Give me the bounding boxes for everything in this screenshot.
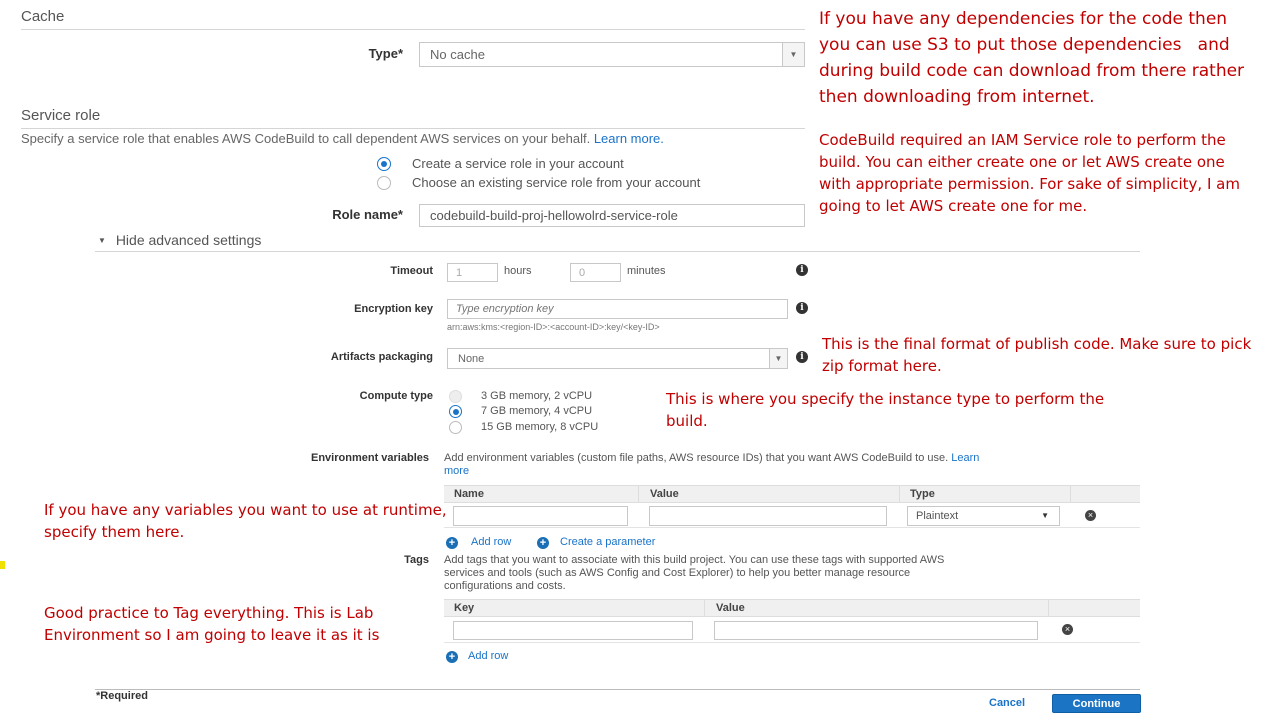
compute-option-large: 15 GB memory, 8 vCPU (481, 421, 599, 433)
tags-description: Add tags that you want to associate with this build project. You can use these tags with supported AWS services and tools (such as AWS Config and Cost Explorer) to help you better manage resource configurations and costs. (444, 554, 945, 592)
chevron-down-icon: ▼ (782, 43, 804, 66)
s3-dependencies-note: If you have any dependencies for the code then you can use S3 to put those dependencies and during build code can download from there rather then downloading from internet. (819, 9, 1245, 107)
env-learn-more-link[interactable]: Learn (951, 452, 980, 464)
compute-option-small: 3 GB memory, 2 vCPU (481, 390, 593, 402)
tags-table-header (444, 599, 1140, 617)
timeout-hours-input[interactable]: 1 (447, 263, 498, 282)
add-row-icon[interactable]: + (446, 651, 458, 663)
service-role-divider (21, 128, 805, 129)
learn-more-link[interactable]: Learn more. (593, 131, 664, 146)
env-learn-more-link-cont[interactable]: more (444, 465, 470, 477)
compute-type-label: Compute type (359, 390, 433, 402)
timeout-label: Timeout (390, 265, 433, 277)
tag-value-input[interactable] (714, 621, 1038, 640)
iam-role-note: CodeBuild required an IAM Service role to perform the build. You can either create one or let AWS create one with appropriate permission. For sake of simplicity, I am going to let AWS create one for me. (819, 131, 1240, 215)
artifacts-packaging-label: Artifacts packaging (330, 351, 433, 363)
radio-create-role-label: Create a service role in your account (412, 156, 624, 171)
footer-divider (95, 689, 1140, 690)
tags-col-key: Key (454, 602, 475, 614)
radio-create-role[interactable] (377, 157, 391, 171)
env-type-select[interactable] (907, 506, 1060, 526)
env-name-input[interactable] (453, 506, 628, 526)
timeout-minutes-input[interactable]: 0 (570, 263, 621, 282)
tags-label: Tags (404, 554, 429, 566)
tagging-note: Good practice to Tag everything. This is Lab Environment so I am going to leave it as it is (44, 604, 380, 644)
artifacts-packaging-select[interactable] (447, 348, 788, 369)
caret-down-icon: ▼ (98, 236, 106, 245)
tags-col-value: Value (716, 602, 745, 614)
cache-type-select[interactable] (419, 42, 805, 67)
edge-marker (0, 561, 5, 569)
environment-variables-description: Add environment variables (custom file paths, AWS resource IDs) that you want AWS CodeBuild to use. Learn more (444, 452, 980, 477)
add-tag-row-link[interactable]: Add row (468, 650, 509, 662)
env-col-name: Name (454, 488, 484, 500)
service-role-title: Service role (21, 107, 101, 124)
env-col-type: Type (910, 488, 935, 500)
advanced-divider (95, 251, 1140, 252)
instance-type-note: This is where you specify the instance type to perform the build. (666, 390, 1105, 430)
required-note: *Required (96, 690, 148, 702)
add-env-row-link[interactable]: Add row (471, 536, 512, 548)
add-row-icon[interactable]: + (446, 537, 458, 549)
env-row-divider (444, 527, 1140, 528)
encryption-key-hint: arn:aws:kms:<region-ID>:<account-ID>:key/<key-ID> (447, 322, 660, 332)
cache-type-label: Type* (368, 46, 403, 61)
radio-existing-role[interactable] (377, 176, 391, 190)
timeout-info-icon[interactable]: i (796, 264, 808, 276)
hours-label: hours (504, 265, 532, 277)
cache-section-title: Cache (21, 8, 65, 25)
radio-compute-large[interactable] (449, 421, 462, 434)
compute-option-medium: 7 GB memory, 4 vCPU (481, 405, 593, 417)
env-table-header (444, 485, 1140, 503)
env-value-input[interactable] (649, 506, 887, 526)
artifacts-packaging-value: None (458, 352, 485, 365)
runtime-variables-note: If you have any variables you want to use at runtime, specify them here. (44, 501, 447, 541)
remove-env-row-icon[interactable]: × (1085, 510, 1096, 521)
chevron-down-icon: ▼ (769, 349, 787, 368)
continue-button[interactable]: Continue (1052, 694, 1141, 713)
env-col-value: Value (650, 488, 679, 500)
radio-compute-small[interactable] (449, 390, 462, 403)
service-role-description: Specify a service role that enables AWS CodeBuild to call dependent AWS services on your behalf. Learn more. (21, 131, 664, 146)
encryption-key-label: Encryption key (354, 303, 433, 315)
encryption-key-input[interactable] (447, 299, 788, 319)
env-type-value: Plaintext (916, 510, 959, 522)
minutes-label: minutes (627, 265, 666, 277)
create-parameter-link[interactable]: Create a parameter (560, 536, 656, 548)
cache-divider (21, 29, 805, 30)
artifacts-info-icon[interactable]: i (796, 351, 808, 363)
radio-existing-role-label: Choose an existing service role from your account (412, 175, 701, 190)
role-name-label: Role name* (332, 207, 403, 222)
remove-tag-row-icon[interactable]: × (1062, 624, 1073, 635)
role-name-input[interactable]: codebuild-build-proj-hellowolrd-service-role (419, 204, 805, 227)
tags-row-divider (444, 642, 1140, 643)
encryption-info-icon[interactable]: i (796, 302, 808, 314)
cancel-button[interactable]: Cancel (989, 697, 1026, 709)
publish-format-note: This is the final format of publish code. Make sure to pick zip format here. (822, 335, 1252, 375)
cache-type-value: No cache (430, 47, 485, 62)
tag-key-input[interactable] (453, 621, 693, 640)
chevron-down-icon: ▼ (1041, 511, 1049, 520)
environment-variables-label: Environment variables (311, 452, 429, 464)
create-parameter-icon[interactable]: + (537, 537, 549, 549)
hide-advanced-toggle[interactable]: ▼ Hide advanced settings (98, 232, 262, 248)
radio-compute-medium[interactable] (449, 405, 462, 418)
